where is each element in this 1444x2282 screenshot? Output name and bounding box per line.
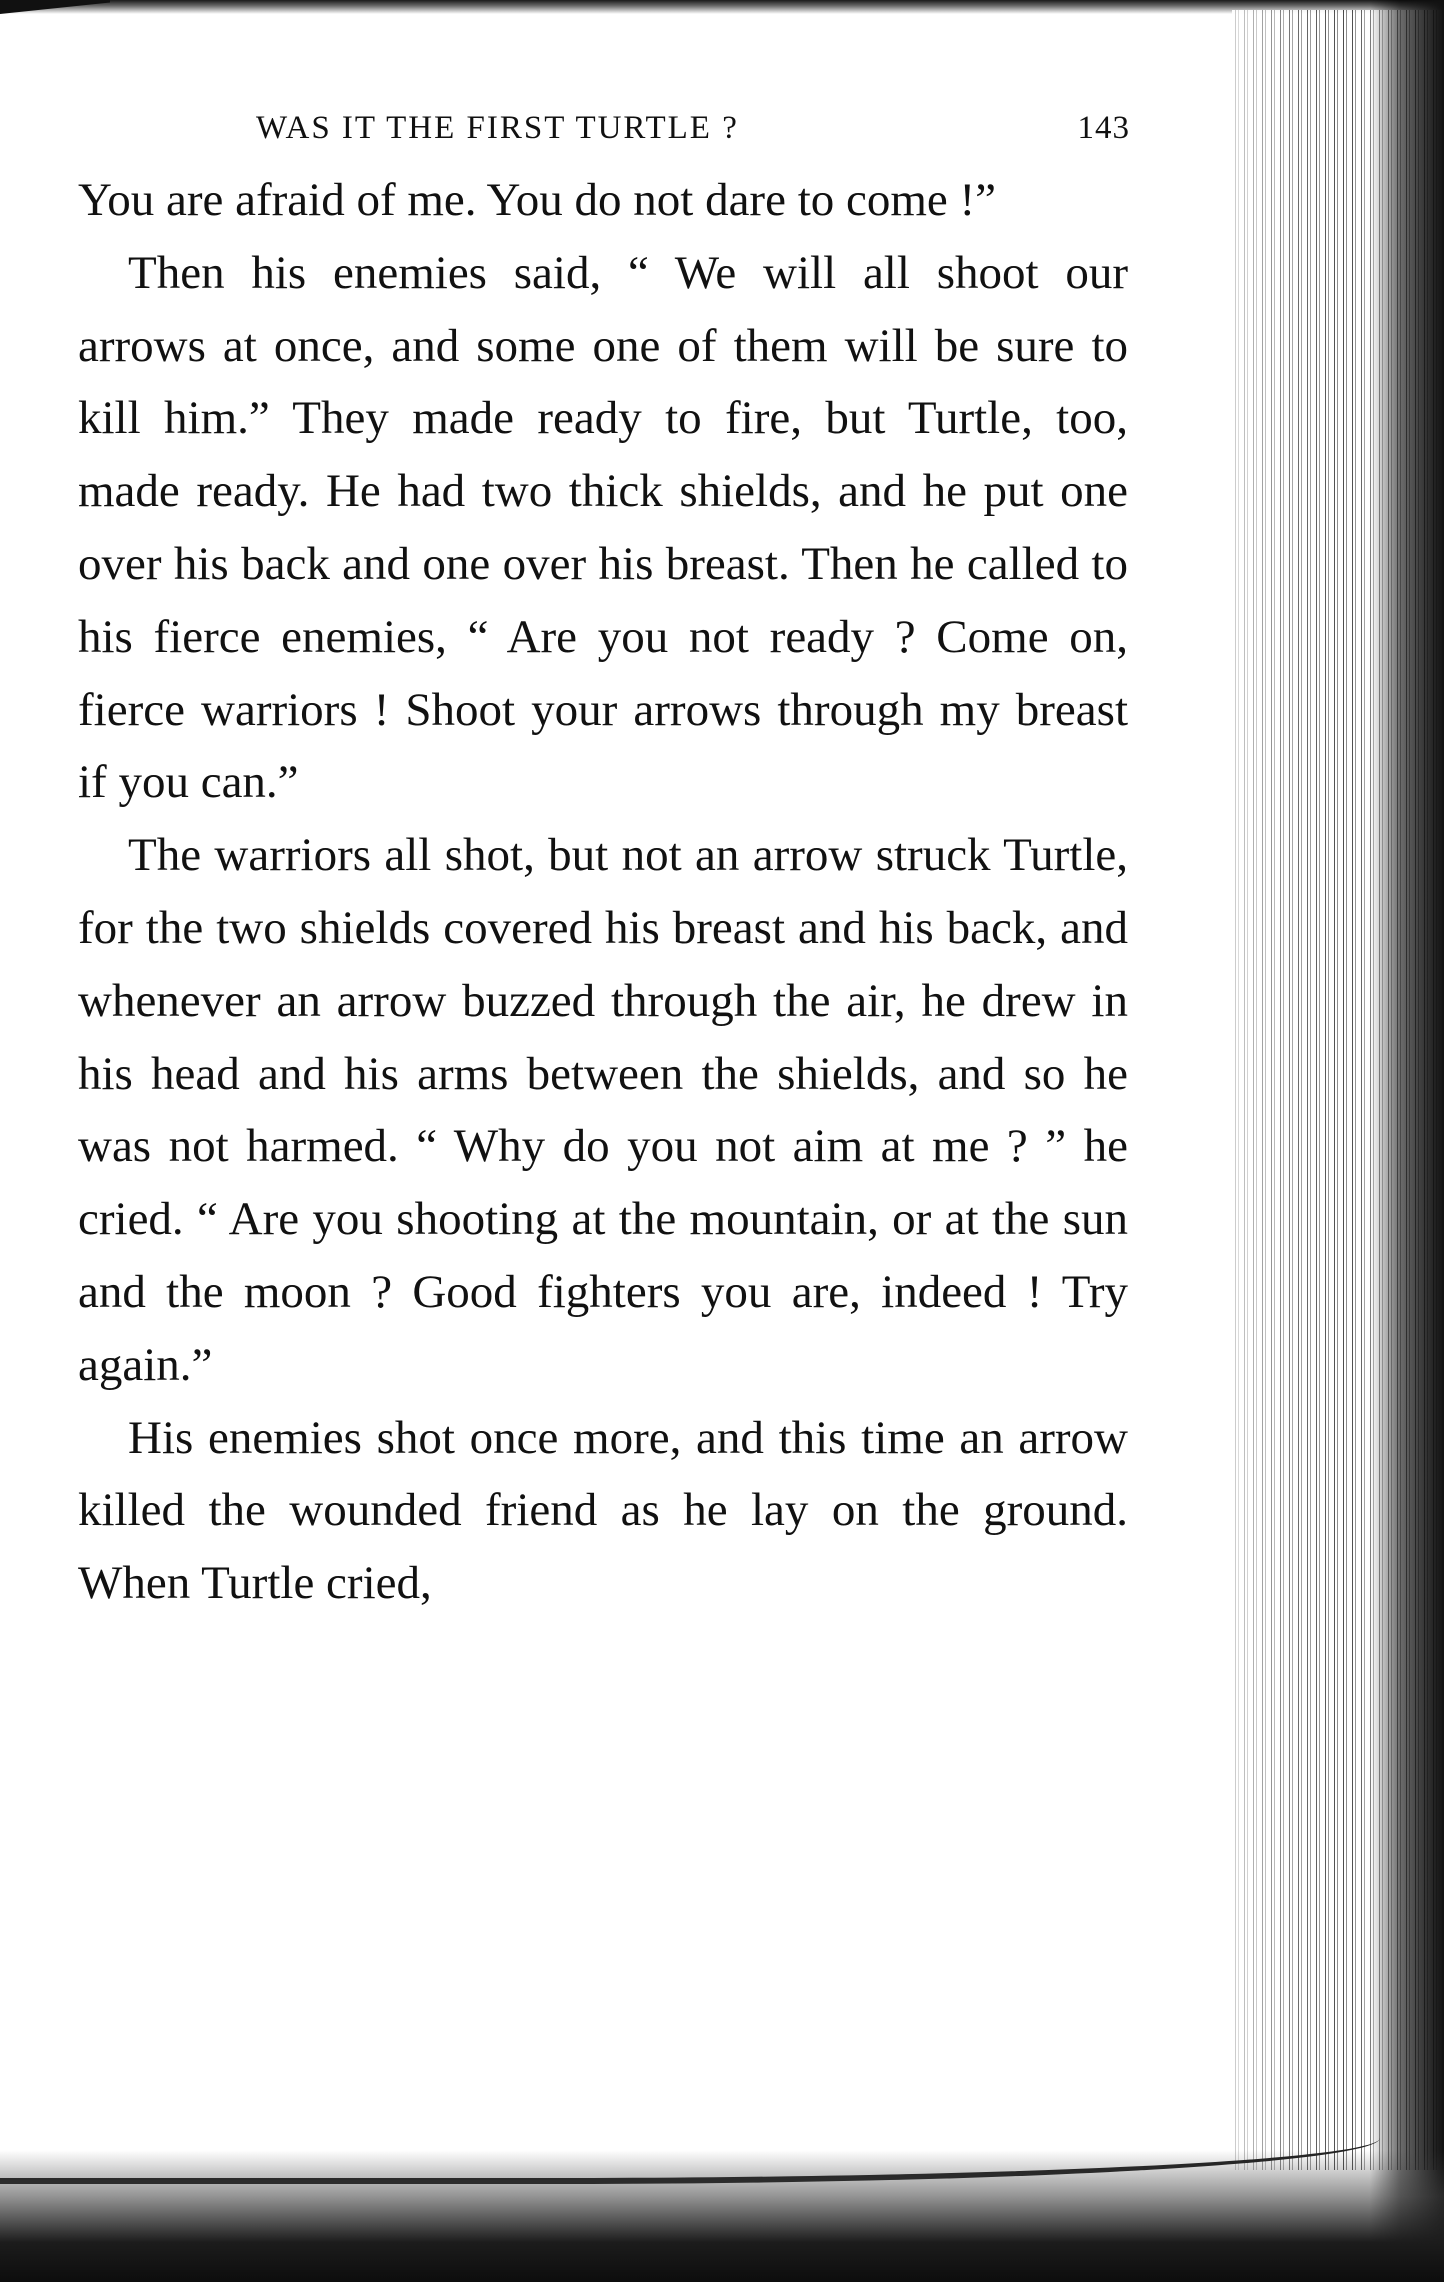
- top-page-curl: [0, 0, 110, 74]
- running-head: [78, 100, 1128, 164]
- paragraph: Then his enemies said, “ We will all shoot our arrows at once, and some one of them will be sure to kill him.” They made ready to fire, but Turtle, too, made ready. He had two thick shields, and he put one over his back and one over his breast. Then he called to his fierce enemies, “ Are you not ready ? Come on, fierce warriors ! Shoot your arrows through my breast if you can.”: [78, 246, 1128, 809]
- page-text-block: [78, 100, 1128, 1620]
- paragraph: His enemies shot once more, and this time an arrow killed the wounded friend as he lay on the ground. When Turtle cried,: [78, 1411, 1128, 1610]
- bottom-page-shadow: [0, 2150, 1444, 2282]
- running-head-title: WAS IT THE FIRST TURTLE ?: [256, 110, 739, 146]
- body-text: [78, 164, 1128, 1620]
- top-page-shadow: [0, 0, 1444, 14]
- book-cover-edge: [1370, 0, 1444, 2282]
- paragraph: The warriors all shot, but not an arrow struck Turtle, for the two shields covered his breast and his back, and whenever an arrow buzzed through the air, he drew in his head and his arms between the shields, and so he was not harmed. “ Why do you not aim at me ? ” he cried. “ Are you shooting at the mountain, or at the sun and the moon ? Good fighters you are, indeed ! Try again.”: [78, 829, 1128, 1391]
- page-number: 143: [1077, 110, 1130, 146]
- paragraph-continued: You are afraid of me. You do not dare to come !”: [78, 174, 997, 226]
